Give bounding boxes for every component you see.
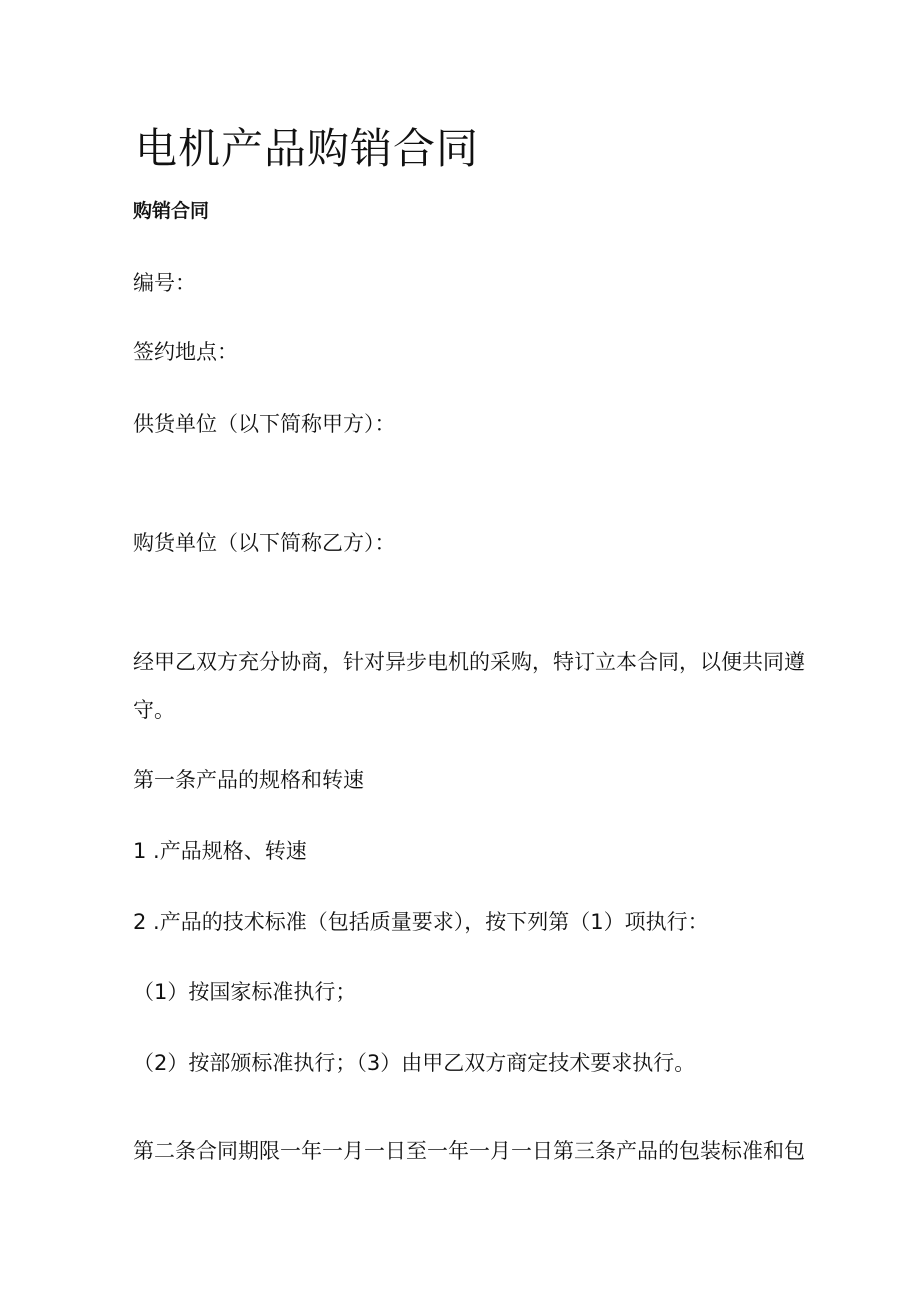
standard-option-1: （1）按国家标准执行； [133,980,357,1004]
preamble-line-1: 经甲乙双方充分协商，针对异步电机的采购，特订立本合同，以便共同遵 [133,650,805,674]
purchaser-line: 购货单位（以下简称乙方）： [133,531,396,555]
standard-options-2-3: （2）按部颁标准执行；（3）由甲乙双方商定技术要求执行。 [133,1051,696,1075]
contract-number-line: 编号： [133,271,196,295]
document-subtitle: 购销合同 [133,200,210,222]
article-2-and-3-line: 第二条合同期限一年一月一日至一年一月一日第三条产品的包装标准和包 [133,1139,805,1163]
signing-place-line: 签约地点： [133,340,238,364]
article-1-item-1: 1 .产品规格、转速 [133,839,307,863]
article-1-item-2: 2 .产品的技术标准（包括质量要求），按下列第（1）项执行： [133,910,709,934]
preamble-line-2: 守。 [133,698,175,722]
supplier-line: 供货单位（以下简称甲方）： [133,412,396,436]
document-title: 电机产品购销合同 [135,124,480,173]
article-1-heading: 第一条产品的规格和转速 [133,768,364,792]
